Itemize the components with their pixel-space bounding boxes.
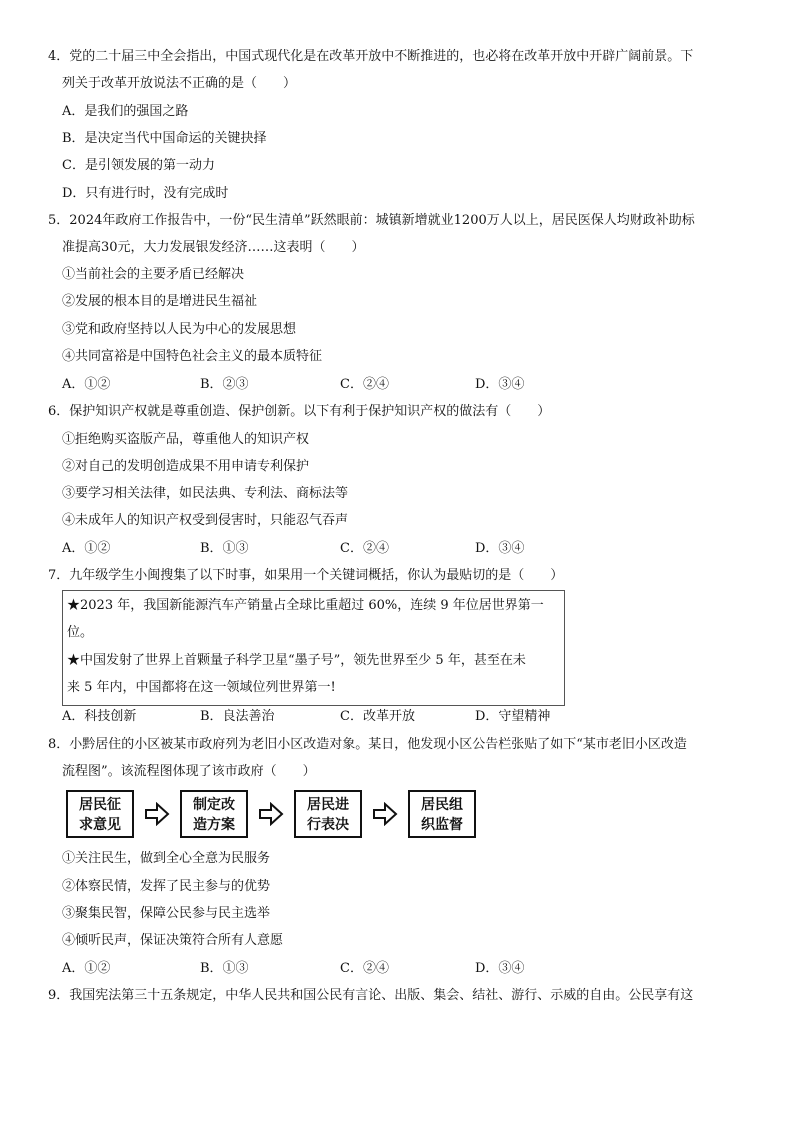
q6-statement-1: ①拒绝购买盗版产品，尊重他人的知识产权 — [62, 432, 310, 447]
q4-stem-line1: 4．党的二十届三中全会指出，中国式现代化是在改革开放中不断推进的，也必将在改革开放中开辟广阔前景。下 — [48, 49, 694, 64]
flow-step-2-line1: 制定改 — [193, 797, 235, 813]
q5-statement-4: ④共同富裕是中国特色社会主义的最本质特征 — [62, 349, 323, 364]
flow-step-1 — [66, 790, 134, 838]
q7-choice-c: C．改革开放 — [340, 709, 415, 724]
q7-box-line1: ★2023 年，我国新能源汽车产销量占全球比重超过 60%，连续 9 年位居世界第一 — [67, 598, 544, 613]
q4-option-b: B．是决定当代中国命运的关键抉择 — [62, 131, 267, 146]
q8-stem-line1: 8．小黔居住的小区被某市政府列为老旧小区改造对象。某日，他发现小区公告栏张贴了如下“某市老旧小区改造 — [48, 737, 687, 752]
q9-stem-line1: 9．我国宪法第三十五条规定，中华人民共和国公民有言论、出版、集会、结社、游行、示威的自由。公民享有这 — [48, 988, 694, 1003]
flow-step-3-line2: 行表决 — [307, 817, 349, 833]
flow-step-2 — [180, 790, 248, 838]
q5-choice-b: B．②③ — [200, 377, 249, 392]
flow-step-4-line1: 居民组 — [421, 797, 463, 813]
q8-statement-4: ④倾听民声，保证决策符合所有人意愿 — [62, 933, 284, 948]
q7-choice-b: B．良法善治 — [200, 709, 275, 724]
q4-option-a: A．是我们的强国之路 — [62, 104, 189, 119]
q6-choice-a: A．①② — [62, 541, 111, 556]
q7-box-line3: ★中国发射了世界上首颗量子科学卫星“墨子号”，领先世界至少 5 年，甚至在未 — [67, 653, 526, 668]
flow-step-3-line1: 居民进 — [307, 797, 349, 813]
q7-choice-a: A．科技创新 — [62, 709, 137, 724]
flow-step-1-line2: 求意见 — [79, 817, 121, 833]
q8-choice-b: B．①③ — [200, 961, 249, 976]
q5-choice-d: D．③④ — [475, 377, 525, 392]
q8-choice-a: A．①② — [62, 961, 111, 976]
q6-statement-3: ③要学习相关法律，如民法典、专利法、商标法等 — [62, 486, 349, 501]
q6-statement-4: ④未成年人的知识产权受到侵害时，只能忍气吞声 — [62, 513, 349, 528]
q7-choice-d: D．守望精神 — [475, 709, 551, 724]
q8-statement-3: ③聚集民智，保障公民参与民主选举 — [62, 906, 271, 921]
q7-stem-line1: 7．九年级学生小闽搜集了以下时事，如果用一个关键词概括，你认为最贴切的是（ ） — [48, 568, 564, 583]
flow-step-3 — [294, 790, 362, 838]
q6-statement-2: ②对自己的发明创造成果不用申请专利保护 — [62, 459, 310, 474]
q6-choice-d: D．③④ — [475, 541, 525, 556]
flow-arrow-icon — [372, 802, 398, 826]
q5-statement-1: ①当前社会的主要矛盾已经解决 — [62, 267, 245, 282]
q4-stem-line2: 列关于改革开放说法不正确的是（ ） — [62, 76, 297, 91]
flow-step-1-line1: 居民征 — [79, 797, 121, 813]
flow-step-2-line2: 造方案 — [193, 817, 235, 833]
q6-stem-line1: 6．保护知识产权就是尊重创造、保护创新。以下有利于保护知识产权的做法有（ ） — [48, 404, 551, 419]
flow-arrow-icon — [144, 802, 170, 826]
q5-choice-a: A．①② — [62, 377, 111, 392]
q5-statement-2: ②发展的根本目的是增进民生福祉 — [62, 294, 258, 309]
q8-statement-1: ①关注民生，做到全心全意为民服务 — [62, 851, 271, 866]
q5-stem-line2: 准提高30元，大力发展银发经济……这表明（ ） — [62, 240, 365, 255]
q8-statement-2: ②体察民情，发挥了民主参与的优势 — [62, 879, 271, 894]
q4-option-c: C．是引领发展的第一动力 — [62, 158, 215, 173]
q6-choice-c: C．②④ — [340, 541, 389, 556]
q7-box-line4: 来 5 年内，中国都将在这一领域位列世界第一! — [67, 680, 336, 695]
q5-statement-3: ③党和政府坚持以人民为中心的发展思想 — [62, 322, 297, 337]
q8-choice-c: C．②④ — [340, 961, 389, 976]
q5-stem-line1: 5．2024年政府工作报告中，一份“民生清单”跃然眼前：城镇新增就业1200万人以上，居民医保人均财政补助标 — [48, 213, 695, 228]
q4-option-d: D．只有进行时，没有完成时 — [62, 186, 229, 201]
q6-choice-b: B．①③ — [200, 541, 249, 556]
q8-stem-line2: 流程图”。该流程图体现了该市政府（ ） — [62, 764, 316, 779]
flow-step-4-line2: 织监督 — [421, 817, 463, 833]
q8-choice-d: D．③④ — [475, 961, 525, 976]
q7-box-line2: 位。 — [67, 625, 94, 640]
q5-choice-c: C．②④ — [340, 377, 389, 392]
flow-step-4 — [408, 790, 476, 838]
flow-arrow-icon — [258, 802, 284, 826]
